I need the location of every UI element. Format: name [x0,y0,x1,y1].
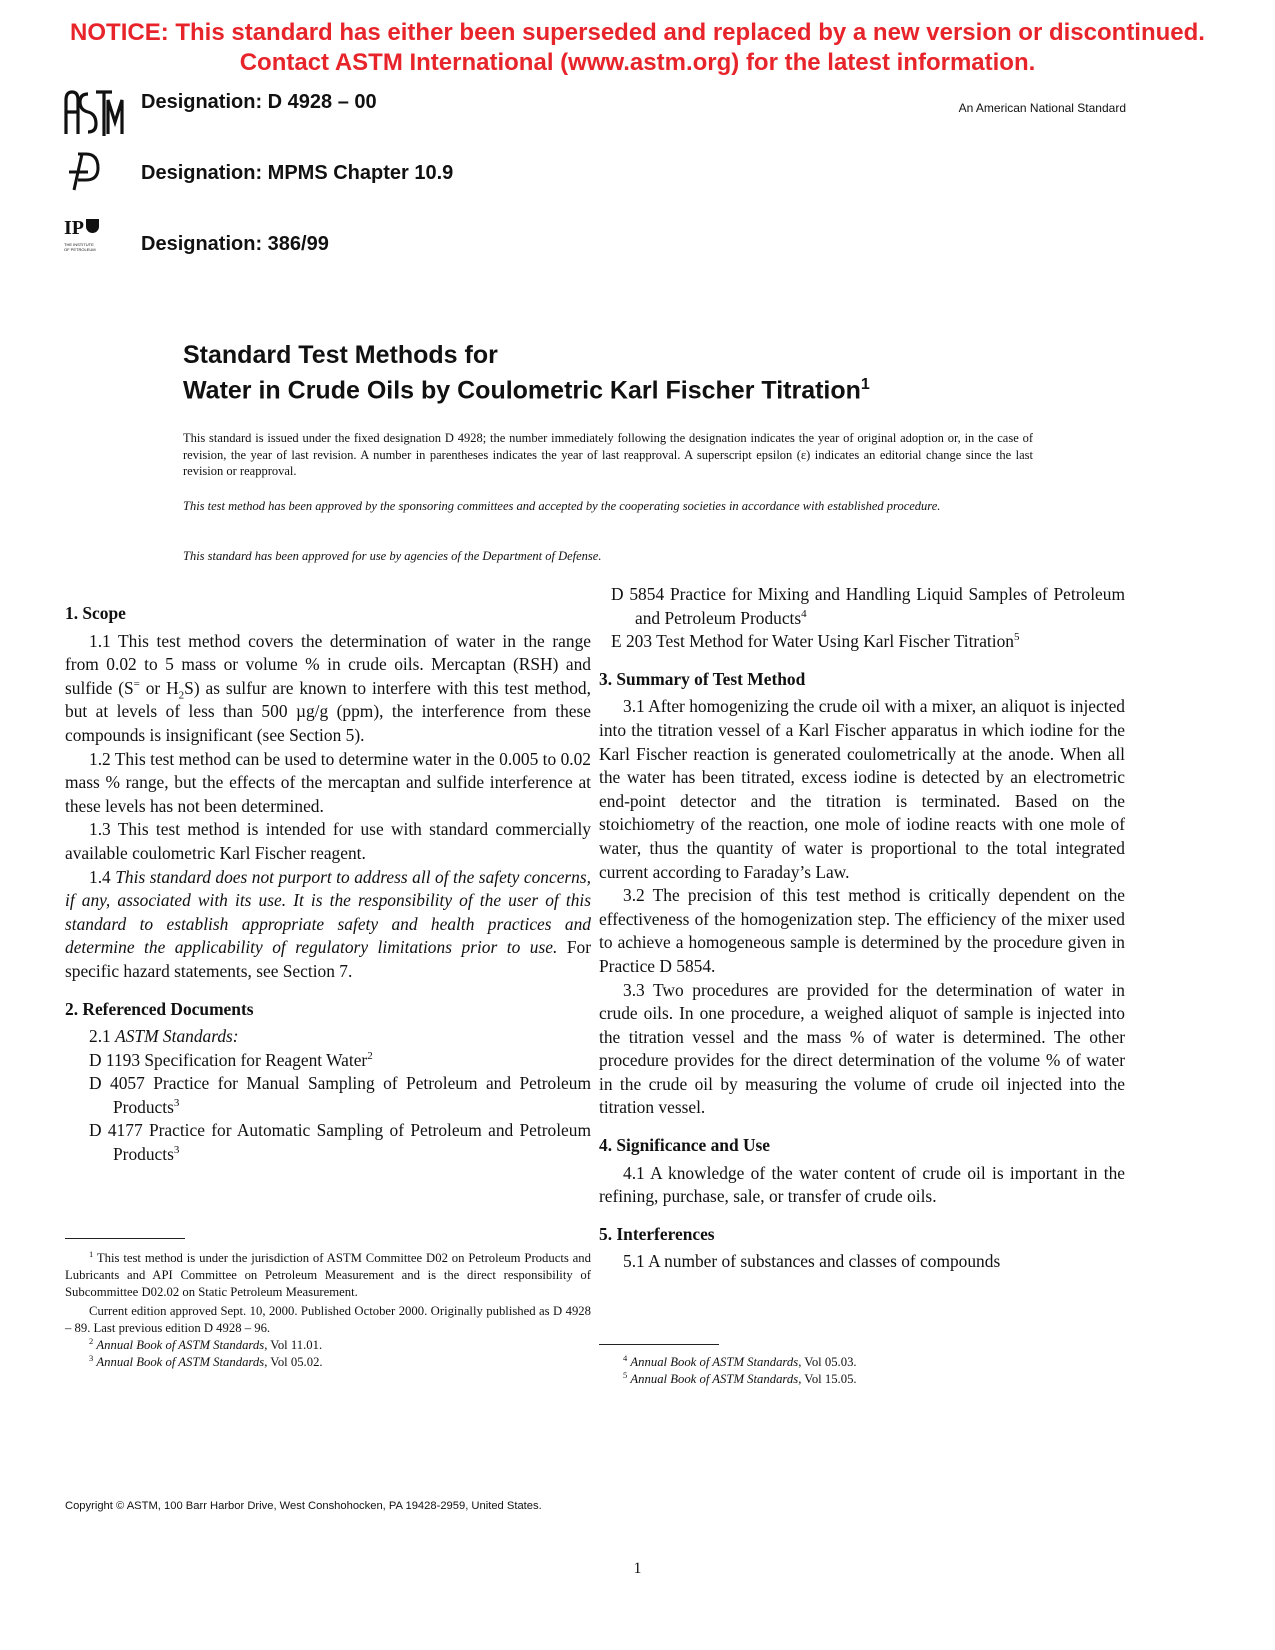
section-1-heading: 1. Scope [65,603,126,623]
ref-e203: E 203 Test Method for Water Using Karl Fischer Titration$^5$ [611,631,1020,652]
notice-line-2: Contact ASTM International (www.astm.org) for the latest information. [239,49,1036,76]
title-line-2: Water in Crude Oils by Coulometric Karl Fischer Titration [183,376,861,405]
national-standard-label: An American National Standard [958,101,1126,115]
ip-logo-sub2: OF PETROLEUM [64,247,96,252]
approval-note: This test method has been approved by the sponsoring committees and accepted by the cooperating societies in accordance with established procedure. [183,499,941,513]
left-footnote-rule [65,1238,185,1239]
footnote-2: $^2$ Annual Book of ASTM Standards, Vol 11.01. [89,1335,323,1352]
designation-ip: Designation: 386/99 [141,233,329,255]
para-2-1: 2.1 ASTM Standards: [89,1026,239,1047]
footnote-4: $^4$ Annual Book of ASTM Standards, Vol 05.03. [623,1352,857,1369]
copyright-line: Copyright © ASTM, 100 Barr Harbor Drive, West Conshohocken, PA 19428-2959, United States. [65,1500,542,1512]
ref-d5854: D 5854 Practice for Mixing and Handling Liquid Samples of Petroleum and Petroleum Products$^4$ [611,584,1125,628]
api-logo [66,150,102,192]
ref-d1193: D 1193 Specification for Reagent Water$^2$ [89,1049,373,1070]
para-5-1: 5.1 A number of substances and classes of compounds [623,1251,1001,1272]
notice-line-1: NOTICE: This standard has either been superseded and replaced by a new version or discontinued. [70,19,1205,46]
section-2-heading: 2. Referenced Documents [65,998,254,1019]
dod-note: This standard has been approved for use by agencies of the Department of Defense. [183,549,602,563]
page-number: 1 [633,1560,642,1577]
title-footnote-mark: 1 [860,376,870,393]
right-footnote-rule [599,1344,719,1345]
designation-astm: Designation: D 4928 – 00 [141,91,377,113]
supersession-notice [0,18,1275,78]
para-1-3: 1.3 This test method is intended for use with standard commercially available coulometric Karl Fischer reagent. [65,819,591,863]
right-column [599,583,1125,1274]
astm-logo [62,86,124,138]
para-1-2: 1.2 This test method can be used to determine water in the 0.005 to 0.02 mass % range, but the effects of the mercaptan and sulfide interference at these levels has not been determined. [65,748,591,816]
section-4-heading: 4. Significance and Use [599,1135,771,1156]
para-3-1: 3.1 After homogenizing the crude oil with a mixer, an aliquot is injected into the titration vessel of a Karl Fischer apparatus in which iodine for the Karl Fischer reaction is generated coulometrically at the anode. When all the water has been titrated, excess iodine is detected by an electrometric end-point detector and the titration is terminated. Based on the stoichiometry of the reaction, one mole of iodine reacts with one mole of water, thus the quantity of water is proportional to the total integrated current according to Faraday’s Law. [599,696,1125,882]
footnote-5: $^5$ Annual Book of ASTM Standards, Vol 15.05. [623,1369,857,1386]
para-4-1: 4.1 A knowledge of the water content of crude oil is important in the refining, purchase, sale, or transfer of crude oils. [599,1162,1125,1207]
ip-logo-sub1: THE INSTITUTE [64,242,94,247]
para-1-4: 1.4 This standard does not purport to address all of the safety concerns, if any, associated with its use. It is the responsibility of the user of this standard to establish appropriate safety and health practices and determine the applicability of regulatory limitations prior to use. For specific hazard statements, see Section 7. [65,866,592,981]
document-title [183,340,870,405]
para-1-1: 1.1 This test method covers the determination of water in the range from 0.02 to 5 mass or volume % in crude oils. Mercaptan (RSH) and sulfide (S= or $H_2S$) as sulfur are known to interfere with this test method, but at levels of less than 500 µg/g (ppm), the interference from these compounds is insignificant (see Section 5). [65,630,591,745]
ref-d4057: D 4057 Practice for Manual Sampling of Petroleum and Petroleum Products$^3$ [89,1073,591,1117]
left-footnotes [65,1250,591,1371]
section-5-heading: 5. Interferences [599,1223,715,1244]
issued-note: This standard is issued under the fixed designation D 4928; the number immediately following the designation indicates the year of original adoption or, in the case of revision, the year of last revision. A number in parentheses indicates the year of last reapproval. A superscript epsilon (ε) indicates an editorial change since the last revision or reapproval. [183,431,1033,478]
ip-logo-subtext [64,242,114,252]
ip-logo [64,218,114,252]
designation-api: Designation: MPMS Chapter 10.9 [141,162,454,184]
left-column [65,602,591,1167]
footnote-3: $^3$ Annual Book of ASTM Standards, Vol 05.02. [89,1352,323,1369]
section-3-heading: 3. Summary of Test Method [599,668,806,689]
para-3-3: 3.3 Two procedures are provided for the determination of water in crude oils. In one procedure, a weighed aliquot of sample is injected into the titration vessel and the mass % of water is determined. The other procedure provides for the direct determination of the volume % of water in the crude oil by measuring the volume of crude oil injected into the titration vessel. [599,979,1125,1118]
footnote-1: $^1$ This test method is under the jurisdiction of ASTM Committee D02 on Petroleum Products and Lubricants and API Committee on Petroleum Measurement and is the direct responsibility of Subcommittee D02.02 on Static Petroleum Measurement. [65,1248,591,1299]
para-3-2: 3.2 The precision of this test method is critically dependent on the effectiveness of the homogenization step. The efficiency of the mixer used to achieve a homogeneous sample is determined by the procedure given in Practice D 5854. [599,885,1125,976]
footnote-1-continued: Current edition approved Sept. 10, 2000. Published October 2000. Originally published as D 4928 – 89. Last previous edition D 4928 – 96. [65,1304,591,1335]
ref-d4177: D 4177 Practice for Automatic Sampling of Petroleum and Petroleum Products$^3$ [89,1120,591,1165]
ip-shield-icon [86,219,99,233]
ip-logo-letters: IP [64,217,84,239]
title-line-1: Standard Test Methods for [183,341,498,369]
right-footnotes [599,1354,1125,1388]
